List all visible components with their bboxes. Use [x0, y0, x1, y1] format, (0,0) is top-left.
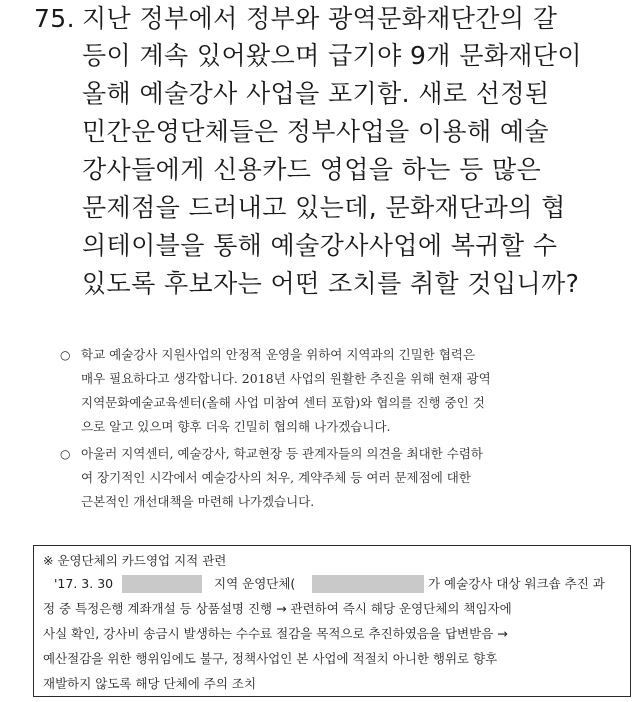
question-text: 문제점을 드러내고 있는데, 문화재단과의 협	[82, 193, 566, 222]
redaction-mask	[312, 575, 424, 593]
note-text: 정 중 특정은행 계좌개설 등 상품설명 진행 → 관련하여 즉시 해당 운영단체의 책임자에	[43, 601, 512, 616]
bullet-icon: ○	[60, 447, 71, 461]
question-text: 의테이블을 통해 예술강사사업에 복귀할 수	[82, 231, 558, 260]
note-box	[33, 545, 631, 697]
answer-text: 아울러 지역센터, 예술강사, 학교현장 등 관계자들의 의견을 최대한 수렴하	[81, 446, 483, 461]
question-text: 올해 예술강사 사업을 포기함. 새로 선정된	[82, 79, 550, 108]
question-number: 75.	[34, 4, 75, 33]
answer-text: 근본적인 개선대책을 마련해 나가겠습니다.	[81, 494, 315, 509]
question-text: 등이 계속 있어왔으며 급기야 9개 문화재단이	[82, 41, 582, 70]
note-date: '17. 3. 30	[54, 576, 114, 591]
bullet-icon: ○	[60, 348, 71, 362]
answer-text: 학교 예술강사 지원사업의 안정적 운영을 위하여 지역과의 긴밀한 협력은	[81, 347, 476, 362]
question-text: 민간운영단체들은 정부사업을 이용해 예술	[82, 117, 549, 146]
note-text: 가 예술강사 대상 워크숍 추진 과	[428, 576, 605, 591]
note-text: 지역 운영단체(	[214, 576, 296, 591]
answer-text: 으로 알고 있으며 향후 더욱 긴밀히 협의해 나가겠습니다.	[81, 419, 391, 434]
note-text: 사실 확인, 강사비 송금시 발생하는 수수료 절감을 목적으로 추진하였음을 답변받음 →	[43, 626, 508, 641]
answer-text: 여 장기적인 시각에서 예술강사의 처우, 계약주체 등 여러 문제점에 대한	[81, 470, 471, 485]
question-text: 있도록 후보자는 어떤 조치를 취할 것입니까?	[82, 269, 580, 298]
redaction-mask	[122, 575, 202, 593]
note-text: 재발하지 않도록 해당 단체에 주의 조치	[43, 676, 257, 691]
note-text: 예산절감을 위한 행위임에도 불구, 정책사업인 본 사업에 적절치 아니한 행위로 향후	[43, 651, 498, 666]
question-text: 강사들에게 신용카드 영업을 하는 등 많은	[82, 155, 542, 184]
answer-text: 매우 필요하다고 생각합니다. 2018년 사업의 원활한 추진을 위해 현재 광역	[81, 371, 491, 386]
answer-text: 지역문화예술교육센터(올해 사업 미참여 센터 포함)와 협의를 진행 중인 것	[81, 395, 485, 410]
question-text: 지난 정부에서 정부와 광역문화재단간의 갈	[82, 4, 558, 33]
note-box-title: ※ 운영단체의 카드영업 지적 관련	[43, 553, 227, 568]
